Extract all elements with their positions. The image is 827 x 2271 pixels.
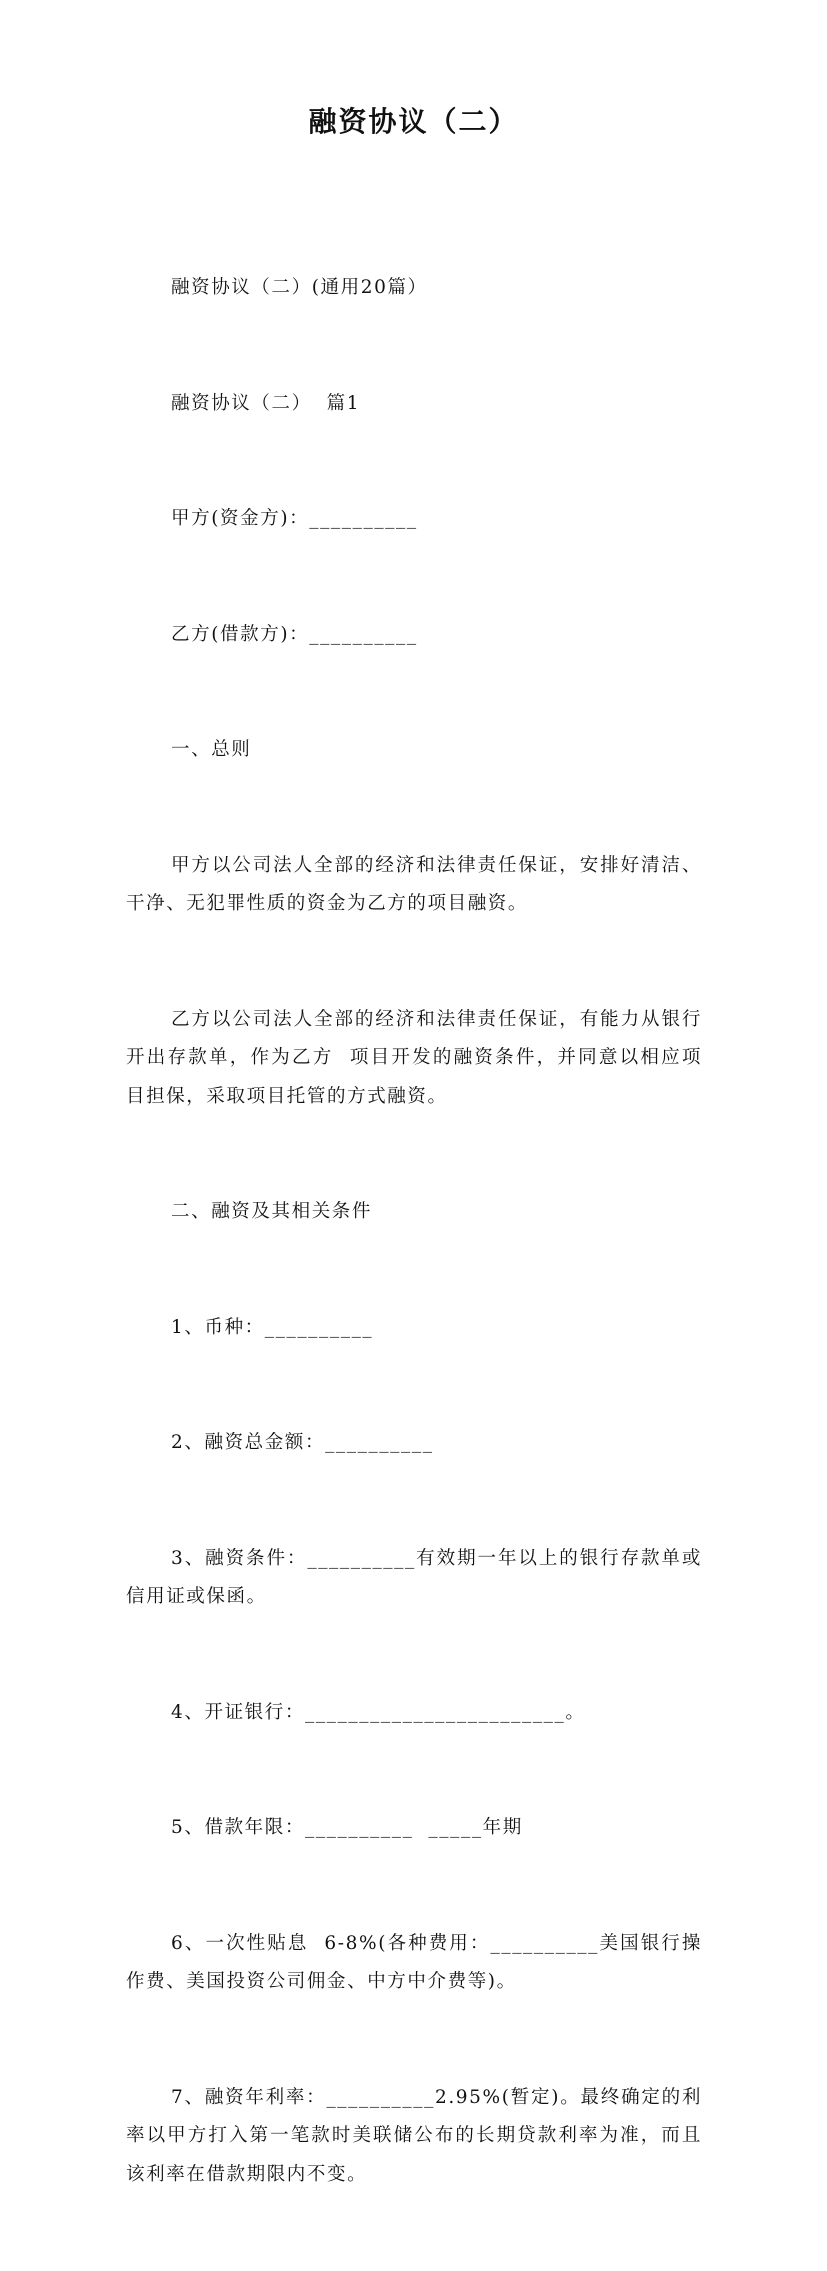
paragraph-general-heading: 一、总则	[171, 739, 252, 760]
document-body	[126, 192, 702, 2271]
paragraph-currency: 1、币种：__________	[171, 1316, 374, 1338]
paragraph-party-b: 乙方(借款方)：__________	[171, 623, 418, 645]
paragraph-conditions: 3、融资条件：__________有效期一年以上的银行存款单或信用证或保函。	[126, 1547, 702, 1607]
document-title: 融资协议（二）	[308, 105, 519, 138]
paragraph-term: 5、借款年限：__________ _____年期	[171, 1817, 523, 1838]
paragraph-general-b: 乙方以公司法人全部的经济和法律责任保证，有能力从银行开出存款单，作为乙方 项目开发的融资条件，并同意以相应项目担保，采取项目托管的方式融资。	[126, 1008, 702, 1107]
paragraph-total-amount: 2、融资总金额：__________	[171, 1432, 434, 1453]
paragraph-issuing-bank: 4、开证银行：________________________。	[171, 1701, 586, 1723]
paragraph-conditions-heading: 二、融资及其相关条件	[171, 1201, 373, 1222]
paragraph-party-a: 甲方(资金方)：__________	[171, 508, 418, 529]
paragraph-interest-rate: 7、融资年利率：__________2.95%(暂定)。最终确定的利率以甲方打入第一笔款时美联储公布的长期贷款利率为准，而且该利率在借款期限内不变。	[126, 2086, 702, 2185]
paragraph-subtitle: 融资协议（二）(通用20篇）	[171, 277, 428, 298]
paragraph-section-heading: 融资协议（二） 篇1	[171, 392, 361, 414]
paragraph-general-a: 甲方以公司法人全部的经济和法律责任保证，安排好清洁、干净、无犯罪性质的资金为乙方的项目融资。	[126, 854, 702, 914]
paragraph-discount: 6、一次性贴息 6-8%(各种费用：__________美国银行操作费、美国投资公司佣金、中方中介费等)。	[126, 1932, 702, 1992]
